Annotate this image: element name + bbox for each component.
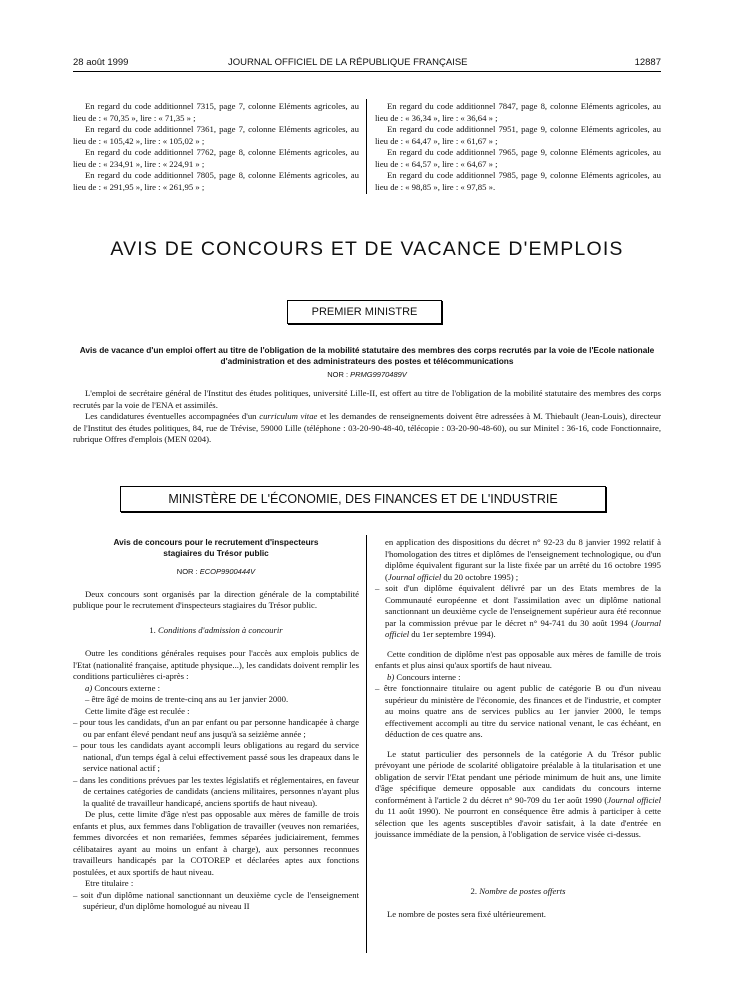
paragraph: Etre titulaire : — [85, 878, 134, 888]
errata-item: En regard du code additionnel 7762, page 8, colonne Eléments agricoles, au lieu de : « 234,91 », lire : « 224,91 » ; — [73, 147, 359, 169]
nor-label: NOR : — [327, 370, 351, 379]
paragraph: Le statut particulier des personnels de la catégorie A du Trésor public prévoyant une période de scolarité obligatoire préalable à la titularisation et une obligation de servir l'Etat pendant une période minimum de huit ans, une limite d'âge spécifique demeure opposable aux candidats du concours interne conformément à l'article 2 du décret n° 90-709 du 1er août 1990 (Journal officiel du 11 août 1990). Ne pourront en conséquence être admis à participer à cette sélection que les agents susceptibles d'avoir satisfait, à la date d'entrée en jouissance immédiate de la pension, à l'obligation de service visée ci-dessus. — [375, 748, 661, 839]
ministry-box-economie: MINISTÈRE DE L'ÉCONOMIE, DES FINANCES ET DE L'INDUSTRIE — [120, 486, 606, 512]
errata-item: En regard du code additionnel 7965, page 9, colonne Eléments agricoles, au lieu de : « 64,57 », lire : « 64,67 » ; — [375, 147, 661, 169]
intro-paragraph: Deux concours sont organisés par la direction générale de la comptabilité publique pour le recrutement d'inspecteurs stagiaires du Trésor public. — [73, 588, 359, 610]
column-divider — [366, 535, 367, 953]
errata-item: En regard du code additionnel 7847, page 8, colonne Eléments agricoles, au lieu de : « 36,34 », lire : « 36,64 » ; — [375, 101, 661, 123]
paragraph: De plus, cette limite d'âge n'est pas opposable aux mères de famille de trois enfants et plus, aux femmes dans l'obligation de travailler (veuves non remariées, femmes divorcées et non remariées, femmes séparées judiciairement, femmes célibataires ayant au moins un enfant à charge), aux personnes reconnues travailleurs handicapés par la COTOREP et déclarées aptes aux fonctions postulées, et aux sportifs de haut niveau. — [73, 809, 359, 877]
subheading-externe: a) Concours externe : — [85, 682, 161, 693]
errata-right-column — [375, 101, 661, 193]
header-journal-title: JOURNAL OFFICIEL DE LA RÉPUBLIQUE FRANÇAISE — [228, 57, 468, 68]
paragraph: Cette limite d'âge est reculée : — [85, 705, 190, 716]
nor-code: PRMG9970489V — [350, 370, 407, 379]
paragraph: Cette condition de diplôme n'est pas opposable aux mères de famille de trois enfants et plus ainsi qu'aux sportifs de haut niveau. — [375, 648, 661, 670]
errata-item: En regard du code additionnel 7985, page 9, colonne Eléments agricoles, au lieu de : « 98,85 », lire : « 97,85 ». — [375, 170, 661, 192]
notice-title-concours: Avis de concours pour le recrutement d'inspecteurs stagiaires du Trésor public — [113, 537, 319, 558]
column-divider — [366, 99, 367, 194]
errata-item: En regard du code additionnel 7315, page 7, colonne Eléments agricoles, au lieu de : « 70,35 », lire : « 71,35 » ; — [73, 101, 359, 123]
list-item-continued: en application des dispositions du décret n° 92-23 du 8 janvier 1992 relatif à l'homologation des titres et diplômes de l'enseignement technologique, ou d'un diplôme équivalent figurant sur la liste fixée par un arrêté du 16 octobre 1995 (Journal officiel du 20 octobre 1995) ; — [385, 537, 661, 582]
paragraph: Outre les conditions générales requises pour l'accès aux emplois publics de l'Etat (nationalité française, aptitude physique...), les candidats doivent remplir les conditions particulières ci-après : — [73, 648, 359, 681]
vacance-paragraph: Les candidatures éventuelles accompagnées d'un curriculum vitae et les demandes de renseignements doivent être adressées à M. Thiebault (Jean-Louis), directeur de l'Institut des études politiques, 84, rue de Trévise, 59000 Lille (téléphone : 03-20-90-48-40, télécopie : 03-20-90-48-60), ou sur Minitel : 36-16, code Fonctionnaire, rubrique Offres d'emplois (MEN 0204). — [73, 411, 662, 444]
concours-left-column — [73, 537, 359, 913]
errata-item: En regard du code additionnel 7951, page 9, colonne Eléments agricoles, au lieu de : « 64,47 », lire : « 61,67 » ; — [375, 124, 661, 146]
list-item: – pour tous les candidats ayant accompli leurs obligations au regard du service national, d'un temps égal à celui effectivement passé sous les drapeaux dans le service national actif ; — [73, 740, 359, 773]
heading-postes: 2. Nombre de postes offerts — [470, 885, 566, 896]
main-section-title: AVIS DE CONCOURS ET DE VACANCE D'EMPLOIS — [110, 238, 624, 260]
errata-item: En regard du code additionnel 7805, page 8, colonne Eléments agricoles, au lieu de : « 291,95 », lire : « 261,95 » ; — [73, 170, 359, 192]
errata-item: En regard du code additionnel 7361, page 7, colonne Eléments agricoles, au lieu de : « 105,42 », lire : « 105,02 » ; — [73, 124, 359, 146]
list-item: – pour tous les candidats, d'un an par enfant ou par personne handicapée à charge ou par enfant élevé pendant neuf ans jusqu'à sa seizième année ; — [73, 717, 359, 739]
heading-conditions: 1. Conditions d'admission à concourir — [149, 624, 283, 635]
list-item: – être âgé de moins de trente-cinq ans au 1er janvier 2000. — [85, 694, 289, 704]
list-item: – soit d'un diplôme national sanctionnant un deuxième cycle de l'enseignement supérieur, d'un diplôme homologué au niveau II — [73, 889, 359, 911]
subheading-interne: b) Concours interne : — [387, 671, 461, 682]
list-item: – être fonctionnaire titulaire ou agent public de catégorie B ou d'un niveau supérieur du ministère de l'économie, des finances et de l'industrie, et compter au moins quatre ans de services publics au 1er janvier 2000, le temps effectivement accompli au titre du service national venant, le cas échéant, en déduction de ces quatre ans. — [375, 683, 661, 739]
notice-title-vacance: Avis de vacance d'un emploi offert au titre de l'obligation de la mobilité statutaire des membres des corps recrutés par la voie de l'Ecole nationale d'administration et des administrateurs des postes et télécommunications — [79, 345, 655, 366]
ministry-box-premier-ministre: PREMIER MINISTRE — [287, 300, 442, 324]
paragraph: Le nombre de postes sera fixé ultérieurement. — [387, 909, 546, 919]
concours-right-column — [375, 537, 661, 921]
page-header — [73, 57, 661, 72]
header-page-number: 12887 — [634, 57, 661, 68]
errata-left-column — [73, 101, 359, 193]
vacance-body — [73, 388, 661, 446]
nor-reference: NOR : ECOP9900444V — [176, 567, 256, 576]
header-date: 28 août 1999 — [73, 57, 129, 68]
nor-reference — [73, 369, 661, 381]
list-item: – soit d'un diplôme équivalent délivré par un des Etats membres de la Communauté européenne et dont l'assimilation avec un diplôme national sanctionnant un deuxième cycle de l'enseignement supérieur aura été reconnue par la commission prévue par le décret n° 94-741 du 30 août 1994 (Journal officiel du 1er septembre 1994). — [375, 583, 661, 639]
vacance-paragraph: L'emploi de secrétaire général de l'Institut des études politiques, université Lille-II, est offert au titre de l'obligation de la mobilité statutaire des membres des corps recrutés par la voie de l'ENA et assimilés. — [73, 388, 661, 410]
list-item: – dans les conditions prévues par les textes législatifs et réglementaires, en faveur de certaines catégories de candidats (anciens militaires, personnes n'ayant plus la qualité de travailleur handicapé, anciens sportifs de haut niveau). — [73, 774, 359, 808]
